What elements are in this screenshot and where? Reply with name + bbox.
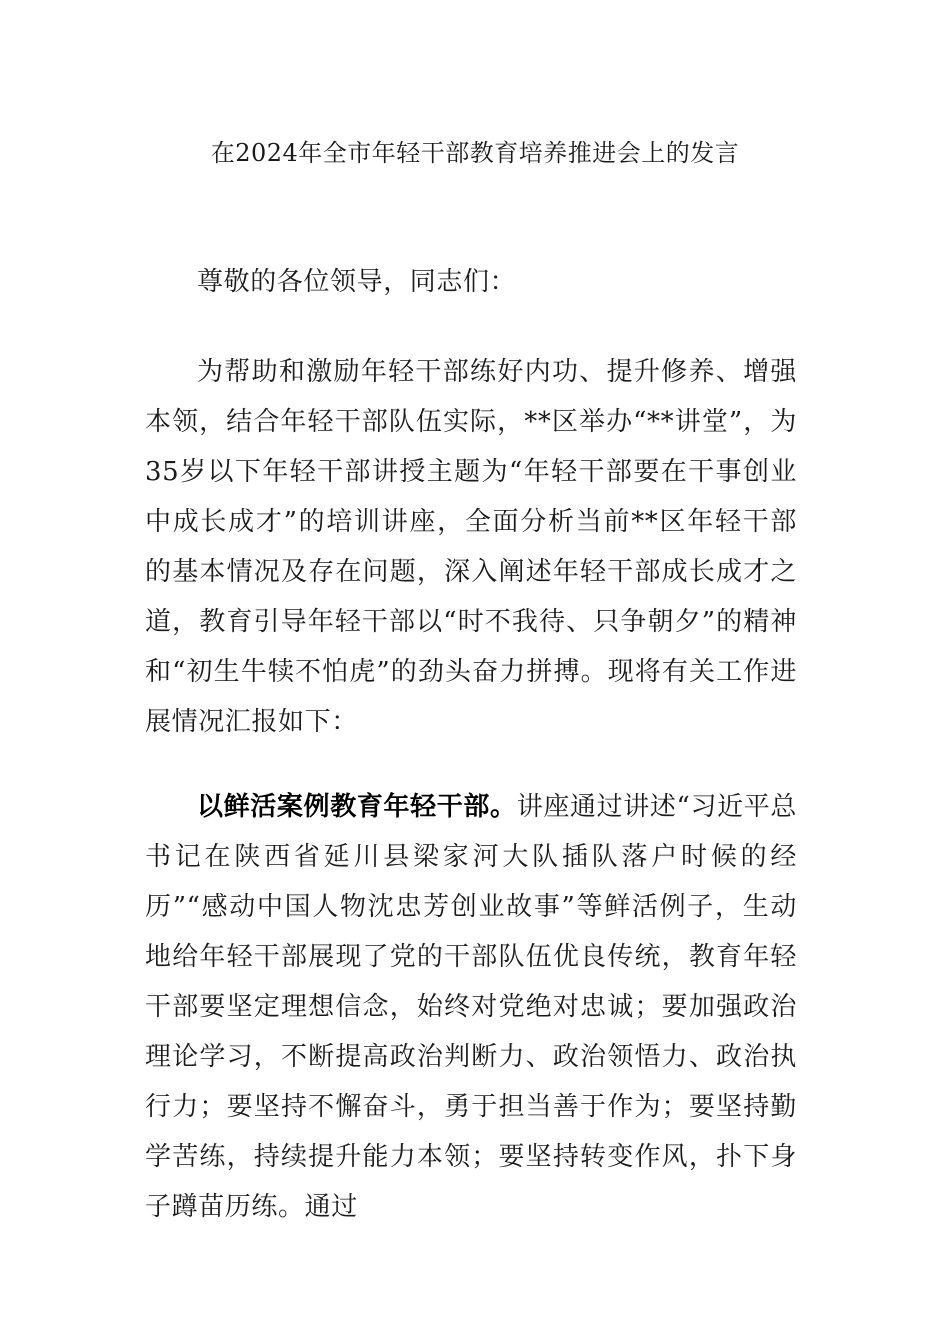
paragraph-cases: [145, 782, 797, 1232]
greeting-line: 尊敬的各位领导，同志们：: [197, 267, 517, 297]
paragraph-lead-heading: 以鲜活案例教育年轻干部。: [197, 792, 517, 822]
paragraph-intro: 为帮助和激励年轻干部练好内功、提升修养、增强本领，结合年轻干部队伍实际，**区举办“**讲堂”，为35岁以下年轻干部讲授主题为“年轻干部要在干事创业中成长成才”的培训讲座，全面分析当前**区年轻干部的基本情况及存在问题，深入阐述年轻干部成长成才之道，教育引导年轻干部以“时不我待、只争朝夕”的精神和“初生牛犊不怕虎”的劲头奋力拼搏。现将有关工作进展情况汇报如下：: [145, 357, 797, 737]
paragraph-cases-body: 讲座通过讲述“习近平总书记在陕西省延川县梁家河大队插队落户时候的经历”“感动中国人物沈忠芳创业故事”等鲜活例子，生动地给年轻干部展现了党的干部队伍优良传统，教育年轻干部要坚定理想信念，始终对党绝对忠诚；要加强政治理论学习，不断提高政治判断力、政治领悟力、政治执行力；要坚持不懈奋斗，勇于担当善于作为；要坚持勤学苦练，持续提升能力本领；要坚持转变作风，扑下身子蹲苗历练。通过: [145, 792, 797, 1222]
document-title: 在2024年全市年轻干部教育培养推进会上的发言: [210, 139, 740, 167]
